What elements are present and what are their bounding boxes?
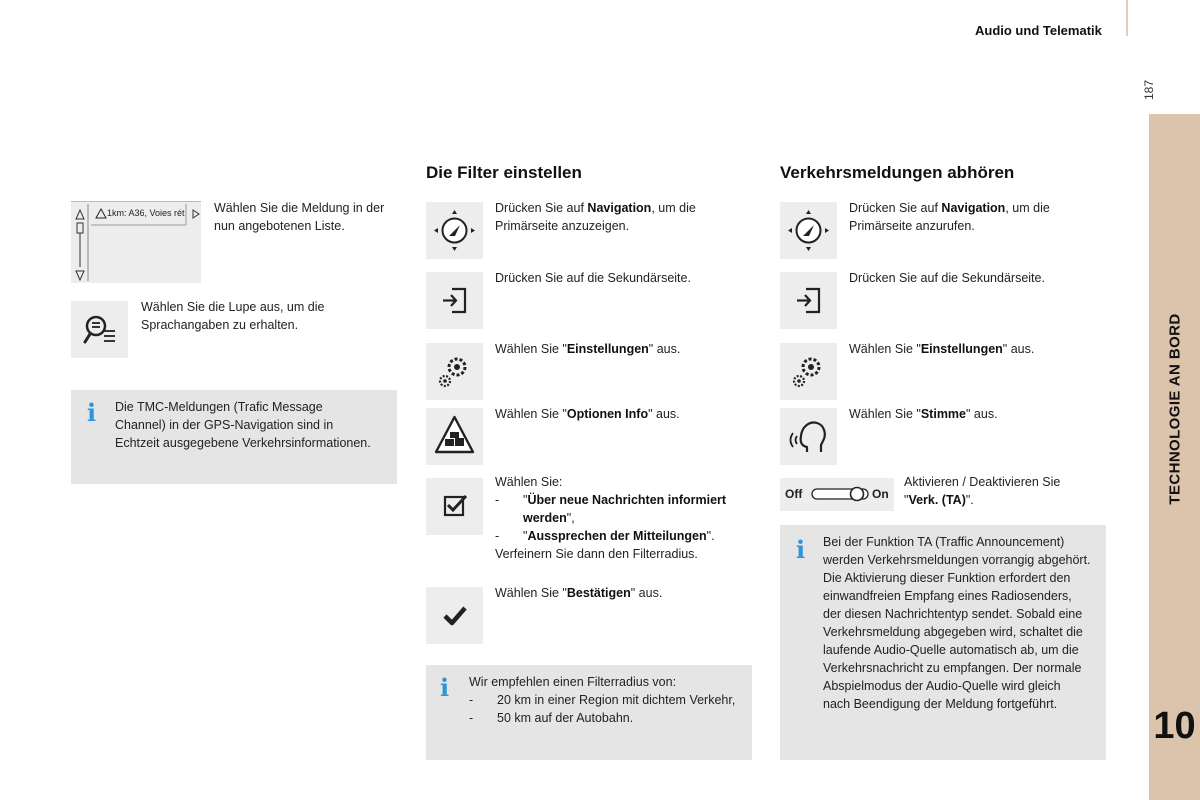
step-select-magnifier: Wählen Sie die Lupe aus, um die Sprachangaben zu erhalten. <box>141 300 325 332</box>
navigation-compass-icon <box>426 202 483 259</box>
info-filter-text: Wir empfehlen einen Filterradius von: - 20 km in einer Region mit dichtem Verkehr, - 50 km auf der Autobahn. <box>469 673 739 727</box>
checkmark-icon <box>426 587 483 644</box>
settings-gears-icon <box>426 343 483 400</box>
header-divider <box>1126 0 1128 36</box>
info-icon: i <box>87 398 97 427</box>
step-select-info-options: Wählen Sie "Optionen Info" aus. <box>495 407 680 421</box>
secondary-page-icon-box <box>426 272 483 329</box>
settings-icon-box <box>426 343 483 400</box>
checkbox-icon <box>426 478 483 535</box>
info-icon: i <box>440 673 450 702</box>
step-select-voice: Wählen Sie "Stimme" aus. <box>849 407 998 421</box>
page-number: 187 <box>1142 79 1156 101</box>
step-toggle-ta: Aktivieren / Deaktivieren Sie "Verk. (TA)". <box>904 475 1061 507</box>
traffic-warning-icon <box>426 408 483 465</box>
info-box-ta <box>780 525 1106 760</box>
confirm-icon-box <box>426 587 483 644</box>
secondary-page-icon <box>780 272 837 329</box>
info-tmc-text: Die TMC-Meldungen (Trafic Message Channel) in der GPS-Navigation sind in Echtzeit ausgegebene Verkehrsinformationen. <box>115 400 371 450</box>
step-select-options: Wählen Sie: - "Über neue Nachrichten informiert werden", - "Aussprechen der Mitteilungen". Verfeinern Sie dann den Filterradius. <box>495 473 755 563</box>
chapter-number: 10 <box>1153 705 1196 747</box>
secondary-page-icon-box <box>780 272 837 329</box>
section-title: Audio und Telematik <box>975 23 1102 38</box>
step-press-secondary: Drücken Sie auf die Sekundärseite. <box>495 271 691 285</box>
traffic-message-screen <box>71 201 201 283</box>
toggle-on-label: On <box>872 487 889 501</box>
step-press-navigation: Drücken Sie auf Navigation, um die Primärseite anzurufen. <box>849 201 1050 233</box>
step-select-settings: Wählen Sie "Einstellungen" aus. <box>849 342 1035 356</box>
magnifier-icon <box>71 301 128 358</box>
heading-filter-settings: Die Filter einstellen <box>426 163 582 182</box>
traffic-info-icon-box <box>426 408 483 465</box>
step-press-secondary: Drücken Sie auf die Sekundärseite. <box>849 271 1045 285</box>
heading-listen-traffic: Verkehrsmeldungen abhören <box>780 163 1015 182</box>
step-press-navigation: Drücken Sie auf Navigation, um die Primärseite anzuzeigen. <box>495 201 696 233</box>
chapter-label: TECHNOLOGIE AN BORD <box>1166 313 1183 505</box>
magnifier-speech-icon-box <box>71 301 128 358</box>
checkbox-icon-box <box>426 478 483 535</box>
voice-icon-box <box>780 408 837 465</box>
secondary-page-icon <box>426 272 483 329</box>
step-select-settings: Wählen Sie "Einstellungen" aus. <box>495 342 681 356</box>
ta-toggle[interactable] <box>780 478 894 511</box>
voice-head-icon <box>780 408 837 465</box>
settings-icon-box <box>780 343 837 400</box>
navigation-icon-box <box>780 202 837 259</box>
info-box-filter-radius <box>426 665 752 760</box>
settings-gears-icon <box>780 343 837 400</box>
screen-message-text[interactable]: 1km: A36, Voies rét <box>107 208 185 218</box>
navigation-compass-icon <box>780 202 837 259</box>
info-ta-text: Bei der Funktion TA (Traffic Announcement) werden Verkehrsmeldungen vorrangig abgehört. Die Aktivierung dieser Funktion erfordert den einwandfreien Empfang eines Radiosenders, der diesen Nachrichtentyp sendet. Sobald eine Verkehrsmeldung abgegeben wird, schaltet die laufende Audio-Quelle automatisch ab, um die Verkehrsnachricht zu empfangen. Der normale Abspielmodus der Audio-Quelle wird gleich nach Beendigung der Meldung fortgeführt. <box>823 535 1091 711</box>
navigation-icon-box <box>426 202 483 259</box>
step-select-confirm: Wählen Sie "Bestätigen" aus. <box>495 586 663 600</box>
toggle-off-label: Off <box>785 487 803 501</box>
info-icon: i <box>796 535 806 564</box>
info-box-tmc <box>71 390 397 484</box>
warning-icon <box>96 209 106 218</box>
step-select-message: Wählen Sie die Meldung in der nun angebotenen Liste. <box>214 201 385 233</box>
